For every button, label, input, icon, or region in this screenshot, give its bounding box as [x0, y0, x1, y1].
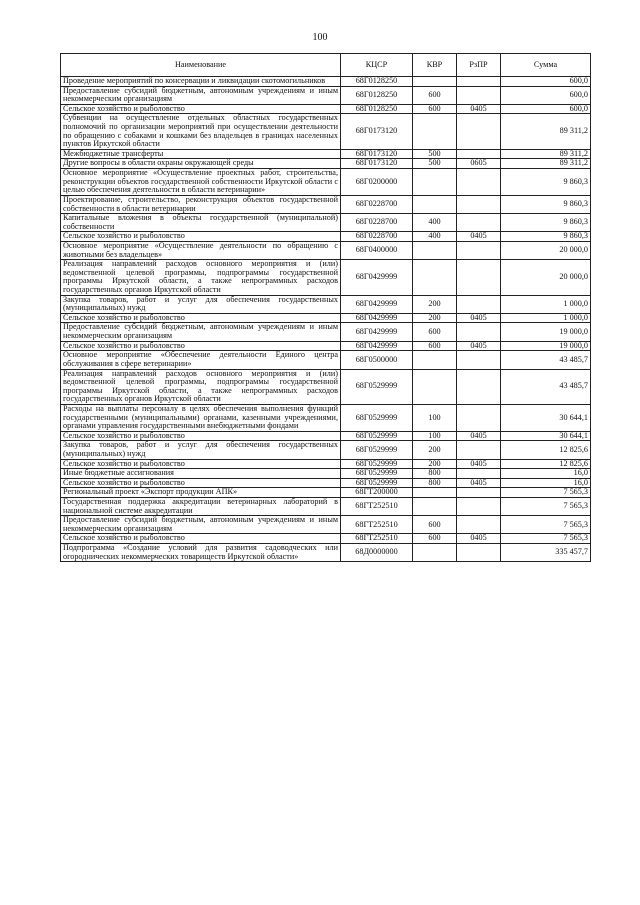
cell-rzpr: 0405: [457, 341, 501, 351]
cell-kvr: 600: [413, 534, 457, 544]
cell-rzpr: 0405: [457, 232, 501, 242]
table-row: [61, 488, 591, 498]
cell-name: Закупка товаров, работ и услуг для обеспечения государственных (муниципальных) нужд: [61, 295, 341, 313]
table-row: [61, 544, 591, 562]
cell-kcsr: 68Г0228700: [341, 195, 413, 213]
cell-rzpr: [457, 260, 501, 295]
cell-kvr: [413, 195, 457, 213]
cell-kcsr: 68ГТ200000: [341, 488, 413, 498]
cell-rzpr: [457, 149, 501, 159]
cell-name: Сельское хозяйство и рыболовство: [61, 534, 341, 544]
table-row: [61, 516, 591, 534]
cell-kvr: [413, 488, 457, 498]
table-row: [61, 232, 591, 242]
cell-name: Региональный проект «Экспорт продукции АПК»: [61, 488, 341, 498]
cell-name: Другие вопросы в области охраны окружающей среды: [61, 159, 341, 169]
cell-kvr: 200: [413, 459, 457, 469]
cell-rzpr: [457, 351, 501, 369]
cell-rzpr: [457, 469, 501, 479]
cell-name: Субвенции на осуществление отдельных областных государственных полномочий по организации мероприятий при осуществлении деятельности по обращению с собаками и кошками без владельцев в границах населенных пунктов Иркутской области: [61, 114, 341, 149]
table-row: [61, 195, 591, 213]
cell-kvr: 200: [413, 313, 457, 323]
cell-kcsr: 68Г0529999: [341, 478, 413, 488]
table-row: [61, 369, 591, 404]
cell-rzpr: 0405: [457, 104, 501, 114]
cell-kvr: 600: [413, 341, 457, 351]
cell-sum: 9 860,3: [501, 214, 591, 232]
cell-kcsr: 68Г0500000: [341, 351, 413, 369]
cell-name: Сельское хозяйство и рыболовство: [61, 341, 341, 351]
cell-sum: 43 485,7: [501, 369, 591, 404]
cell-kcsr: 68Г0173120: [341, 149, 413, 159]
cell-sum: 12 825,6: [501, 459, 591, 469]
cell-rzpr: 0605: [457, 159, 501, 169]
cell-name: Капитальные вложения в объекты государственной (муниципальной) собственности: [61, 214, 341, 232]
table-row: [61, 469, 591, 479]
cell-name: Сельское хозяйство и рыболовство: [61, 478, 341, 488]
cell-kvr: [413, 169, 457, 196]
table-row: [61, 214, 591, 232]
cell-sum: 7 565,3: [501, 488, 591, 498]
cell-name: Реализация направлений расходов основного мероприятия и (или) ведомственной целевой программы, подпрограммы государственной программы Иркутской области, а также непрограммных расходов государственных органов Иркутской области: [61, 260, 341, 295]
cell-name: Проектирование, строительство, реконструкция объектов государственной собственности в области ветеринарии: [61, 195, 341, 213]
cell-sum: 19 000,0: [501, 323, 591, 341]
cell-sum: 1 000,0: [501, 295, 591, 313]
cell-sum: 20 000,0: [501, 241, 591, 259]
cell-sum: 12 825,6: [501, 441, 591, 459]
cell-sum: 19 000,0: [501, 341, 591, 351]
cell-sum: 89 311,2: [501, 159, 591, 169]
budget-table: [60, 53, 591, 562]
header-rzpr: РзПР: [457, 54, 501, 77]
cell-kvr: 600: [413, 86, 457, 104]
cell-kvr: 400: [413, 232, 457, 242]
cell-kcsr: 68Г0400000: [341, 241, 413, 259]
cell-kcsr: 68Г0429999: [341, 323, 413, 341]
cell-rzpr: [457, 544, 501, 562]
cell-sum: 9 860,3: [501, 232, 591, 242]
cell-kcsr: 68Г0173120: [341, 114, 413, 149]
cell-sum: 16,0: [501, 469, 591, 479]
cell-sum: 43 485,7: [501, 351, 591, 369]
table-row: [61, 441, 591, 459]
cell-sum: 9 860,3: [501, 169, 591, 196]
table-row: [61, 431, 591, 441]
cell-kcsr: 68Г0228700: [341, 214, 413, 232]
cell-sum: 20 000,0: [501, 260, 591, 295]
cell-sum: 89 311,2: [501, 149, 591, 159]
cell-name: Реализация направлений расходов основного мероприятия и (или) ведомственной целевой программы, подпрограммы государственной программы Иркутской области, а также непрограммных расходов государственных органов Иркутской области: [61, 369, 341, 404]
table-row: [61, 351, 591, 369]
cell-kvr: [413, 351, 457, 369]
cell-kvr: [413, 544, 457, 562]
cell-kcsr: 68Г0128250: [341, 86, 413, 104]
table-row: [61, 104, 591, 114]
cell-kvr: 400: [413, 214, 457, 232]
cell-name: Подпрограмма «Создание условий для развития садоводческих или огороднических некоммерческих товариществ Иркутской области»: [61, 544, 341, 562]
cell-rzpr: [457, 516, 501, 534]
cell-rzpr: 0405: [457, 459, 501, 469]
cell-rzpr: [457, 77, 501, 87]
table-header-row: [61, 54, 591, 77]
table-row: [61, 295, 591, 313]
cell-name: Основное мероприятие «Осуществление деятельности по обращению с животными без владельцев»: [61, 241, 341, 259]
cell-sum: 7 565,3: [501, 498, 591, 516]
cell-kvr: 600: [413, 323, 457, 341]
table-row: [61, 169, 591, 196]
cell-kcsr: 68Г0529999: [341, 459, 413, 469]
cell-rzpr: [457, 441, 501, 459]
cell-kvr: [413, 77, 457, 87]
cell-sum: 335 457,7: [501, 544, 591, 562]
cell-name: Основное мероприятие «Обеспечение деятельности Единого центра обслуживания в сфере ветеринарии»: [61, 351, 341, 369]
cell-rzpr: [457, 404, 501, 431]
cell-kvr: [413, 260, 457, 295]
cell-name: Расходы на выплаты персоналу в целях обеспечения выполнения функций государственными (муниципальными) органами, казенными учреждениями, органами управления государственными внебюджетными фондами: [61, 404, 341, 431]
cell-kcsr: 68Г0529999: [341, 404, 413, 431]
cell-name: Межбюджетные трансферты: [61, 149, 341, 159]
cell-name: Предоставление субсидий бюджетным, автономным учреждениям и иным некоммерческим организациям: [61, 323, 341, 341]
cell-sum: 16,0: [501, 478, 591, 488]
cell-sum: 30 644,1: [501, 404, 591, 431]
cell-rzpr: [457, 169, 501, 196]
cell-name: Предоставление субсидий бюджетным, автономным учреждениям и иным некоммерческим организациям: [61, 86, 341, 104]
cell-rzpr: [457, 323, 501, 341]
cell-kcsr: 68Г0529999: [341, 431, 413, 441]
cell-rzpr: [457, 114, 501, 149]
cell-kvr: 100: [413, 431, 457, 441]
cell-rzpr: [457, 195, 501, 213]
cell-kcsr: 68ГТ252510: [341, 516, 413, 534]
cell-kvr: 800: [413, 469, 457, 479]
cell-rzpr: 0405: [457, 313, 501, 323]
cell-rzpr: 0405: [457, 431, 501, 441]
cell-kcsr: 68Г0429999: [341, 313, 413, 323]
cell-name: Проведение мероприятий по консервации и ликвидации скотомогильников: [61, 77, 341, 87]
table-row: [61, 341, 591, 351]
cell-kvr: [413, 498, 457, 516]
cell-kcsr: 68Г0429999: [341, 341, 413, 351]
header-name: Наименование: [61, 54, 341, 77]
cell-kcsr: 68Г0200000: [341, 169, 413, 196]
cell-kvr: 600: [413, 104, 457, 114]
cell-kcsr: 68Г0529999: [341, 441, 413, 459]
table-row: [61, 323, 591, 341]
cell-rzpr: [457, 295, 501, 313]
cell-name: Иные бюджетные ассигнования: [61, 469, 341, 479]
cell-kcsr: 68Г0429999: [341, 295, 413, 313]
cell-kcsr: 68ГТ252510: [341, 534, 413, 544]
table-row: [61, 459, 591, 469]
cell-kcsr: 68Д0000000: [341, 544, 413, 562]
table-row: [61, 77, 591, 87]
table-row: [61, 159, 591, 169]
cell-kcsr: 68Г0429999: [341, 260, 413, 295]
cell-name: Сельское хозяйство и рыболовство: [61, 459, 341, 469]
table-row: [61, 260, 591, 295]
cell-sum: 7 565,3: [501, 534, 591, 544]
cell-name: Сельское хозяйство и рыболовство: [61, 104, 341, 114]
cell-kvr: 200: [413, 295, 457, 313]
cell-name: Сельское хозяйство и рыболовство: [61, 431, 341, 441]
cell-name: Сельское хозяйство и рыболовство: [61, 232, 341, 242]
table-body: [61, 77, 591, 562]
table-row: [61, 313, 591, 323]
cell-rzpr: [457, 86, 501, 104]
table-row: [61, 498, 591, 516]
cell-kvr: 600: [413, 516, 457, 534]
cell-kvr: 800: [413, 478, 457, 488]
cell-name: Государственная поддержка аккредитации ветеринарных лабораторий в национальной системе аккредитации: [61, 498, 341, 516]
cell-kcsr: 68Г0529999: [341, 469, 413, 479]
cell-kvr: 100: [413, 404, 457, 431]
cell-kcsr: 68Г0173120: [341, 159, 413, 169]
cell-name: Предоставление субсидий бюджетным, автономным учреждениям и иным некоммерческим организациям: [61, 516, 341, 534]
cell-kcsr: 68Г0228700: [341, 232, 413, 242]
cell-sum: 9 860,3: [501, 195, 591, 213]
header-kcsr: КЦСР: [341, 54, 413, 77]
cell-sum: 7 565,3: [501, 516, 591, 534]
cell-kvr: 500: [413, 149, 457, 159]
cell-kcsr: 68Г0128250: [341, 77, 413, 87]
table-row: [61, 241, 591, 259]
cell-rzpr: [457, 214, 501, 232]
table-row: [61, 478, 591, 488]
cell-name: Закупка товаров, работ и услуг для обеспечения государственных (муниципальных) нужд: [61, 441, 341, 459]
cell-kvr: [413, 241, 457, 259]
cell-name: Основное мероприятие «Осуществление проектных работ, строительства, реконструкции объектов государственной собственности Иркутской области с целью обеспечения деятельности в области ветеринарии»: [61, 169, 341, 196]
cell-rzpr: 0405: [457, 534, 501, 544]
cell-kvr: 200: [413, 441, 457, 459]
table-row: [61, 149, 591, 159]
cell-rzpr: [457, 241, 501, 259]
cell-rzpr: [457, 369, 501, 404]
table-row: [61, 404, 591, 431]
cell-rzpr: [457, 498, 501, 516]
table-row: [61, 114, 591, 149]
cell-kvr: [413, 369, 457, 404]
page-number: 100: [312, 32, 328, 43]
cell-kvr: [413, 114, 457, 149]
cell-sum: 600,0: [501, 77, 591, 87]
cell-rzpr: 0405: [457, 478, 501, 488]
table-row: [61, 534, 591, 544]
cell-sum: 600,0: [501, 86, 591, 104]
cell-sum: 600,0: [501, 104, 591, 114]
cell-kcsr: 68Г0529999: [341, 369, 413, 404]
header-sum: Сумма: [501, 54, 591, 77]
cell-sum: 30 644,1: [501, 431, 591, 441]
cell-kcsr: 68Г0128250: [341, 104, 413, 114]
header-kvr: КВР: [413, 54, 457, 77]
cell-kvr: 500: [413, 159, 457, 169]
cell-name: Сельское хозяйство и рыболовство: [61, 313, 341, 323]
cell-sum: 1 000,0: [501, 313, 591, 323]
cell-kcsr: 68ГТ252510: [341, 498, 413, 516]
cell-sum: 89 311,2: [501, 114, 591, 149]
cell-rzpr: [457, 488, 501, 498]
table-row: [61, 86, 591, 104]
